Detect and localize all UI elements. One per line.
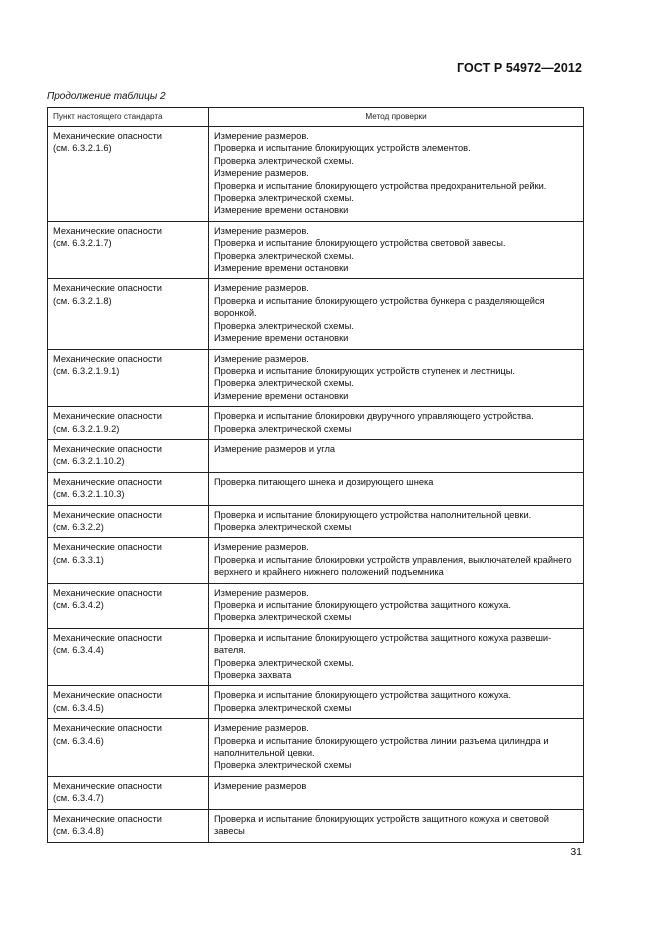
table-row <box>48 628 584 686</box>
item-text: (см. 6.3.2.1.10.2) <box>53 456 125 467</box>
method-cell <box>209 407 584 440</box>
item-text: Механические опасности <box>53 131 162 141</box>
table-row <box>48 583 584 628</box>
method-text: Проверка электрической схемы <box>214 521 352 532</box>
document-standard-number: ГОСТ Р 54972—2012 <box>456 61 582 75</box>
item-text: (см. 6.3.2.2) <box>53 521 104 532</box>
item-text: Механические опасности <box>53 509 162 520</box>
method-text: Проверка и испытание блокирующего устройства предохранительной рейки. <box>214 180 547 191</box>
method-cell <box>209 776 584 809</box>
method-text: Проверка и испытание блокирующего устройства наполнительной цевки. <box>214 509 532 520</box>
method-text: Проверка электрической схемы <box>214 702 352 713</box>
method-text: Проверка питающего шнека и дозирующего шнека <box>214 476 434 487</box>
method-cell <box>209 221 584 279</box>
method-text: Измерение времени остановки <box>214 205 349 216</box>
item-cell <box>48 127 209 222</box>
method-text: Измерение размеров. <box>214 283 309 294</box>
page-number: 31 <box>570 846 582 858</box>
column-header-method: Метод проверки <box>209 108 584 127</box>
table-caption: Продолжение таблицы 2 <box>47 91 166 102</box>
method-text: Проверка электрической схемы. <box>214 250 354 261</box>
method-text: Проверка электрической схемы. <box>214 657 354 668</box>
method-text: Проверка электрической схемы. <box>214 193 354 204</box>
method-cell <box>209 505 584 538</box>
method-text: Измерение размеров <box>214 780 307 791</box>
method-cell <box>209 279 584 349</box>
method-cell <box>209 127 584 222</box>
method-text: Проверка и испытание блокирующего устройства бункера с разделяющейся воронкой. <box>214 295 545 319</box>
item-text: (см. 6.3.3.1) <box>53 554 104 565</box>
item-cell <box>48 279 209 349</box>
item-text: Механические опасности <box>53 443 162 454</box>
table-row <box>48 719 584 777</box>
table-row <box>48 776 584 809</box>
item-text: (см. 6.3.2.1.10.3) <box>53 489 125 500</box>
table-row <box>48 809 584 842</box>
method-text: Проверка и испытание блокирующих устройств защитного кожуха и световой завесы <box>214 813 549 837</box>
method-cell <box>209 686 584 719</box>
item-text: Механические опасности <box>53 411 162 422</box>
method-text: Измерение времени остановки <box>214 263 349 274</box>
method-text: Проверка и испытание блокирующего устройства защитного кожуха. <box>214 690 511 701</box>
item-text: (см. 6.3.2.1.6) <box>53 143 112 154</box>
method-text: Проверка электрической схемы. <box>214 155 354 166</box>
table-row <box>48 439 584 472</box>
item-text: Механические опасности <box>53 225 162 236</box>
item-cell <box>48 349 209 407</box>
method-text: Проверка электрической схемы <box>214 612 352 623</box>
table-row <box>48 349 584 407</box>
method-text: Измерение времени остановки <box>214 333 349 344</box>
method-text: Проверка и испытание блокирующих устройств ступенек и лестницы. <box>214 365 516 376</box>
method-text: Проверка захвата <box>214 670 292 681</box>
item-cell <box>48 628 209 686</box>
item-cell <box>48 809 209 842</box>
method-text: Измерение размеров. <box>214 587 309 598</box>
method-cell <box>209 349 584 407</box>
item-text: (см. 6.3.4.5) <box>53 702 104 713</box>
item-text: (см. 6.3.4.2) <box>53 600 104 610</box>
item-cell <box>48 538 209 583</box>
item-text: Механические опасности <box>53 813 162 824</box>
table-row <box>48 538 584 583</box>
table-row <box>48 686 584 719</box>
method-text: Измерение размеров. <box>214 542 309 553</box>
item-cell <box>48 505 209 538</box>
method-cell <box>209 538 584 583</box>
item-cell <box>48 583 209 628</box>
method-text: Проверка и испытание блокирующего устройства защитного кожуха развеши-вателя. <box>214 632 552 656</box>
method-text: Проверка электрической схемы. <box>214 320 354 331</box>
table-row <box>48 127 584 222</box>
item-text: Механические опасности <box>53 283 162 294</box>
table-header-row <box>48 108 584 127</box>
item-text: Механические опасности <box>53 723 162 734</box>
item-text: (см. 6.3.4.7) <box>53 793 104 804</box>
method-text: Проверка и испытание блокирующих устройств элементов. <box>214 143 471 154</box>
item-text: (см. 6.3.4.4) <box>53 645 104 656</box>
method-text: Измерение размеров и угла <box>214 443 336 454</box>
method-cell <box>209 472 584 505</box>
item-text: (см. 6.3.2.1.9.2) <box>53 423 120 434</box>
method-text: Проверка и испытание блокировки устройств управления, выключателей крайнего верхнего и крайнего нижнего положений подъемника <box>214 554 572 578</box>
method-text: Проверка и испытание блокировки двуручного управляющего устройства. <box>214 411 534 422</box>
item-cell <box>48 719 209 777</box>
method-text: Проверка и испытание блокирующего устройства световой завесы. <box>214 238 506 249</box>
item-text: (см. 6.3.2.1.7) <box>53 238 112 249</box>
method-cell <box>209 628 584 686</box>
column-header-item: Пункт настоящего стандарта <box>48 108 209 127</box>
item-text: (см. 6.3.2.1.9.1) <box>53 365 120 376</box>
method-cell <box>209 809 584 842</box>
method-text: Измерение размеров. <box>214 131 309 141</box>
table-row <box>48 472 584 505</box>
method-text: Проверка и испытание блокирующего устройства линии разъема цилиндра и наполнительной цевки. <box>214 735 549 759</box>
item-cell <box>48 776 209 809</box>
method-text: Измерение размеров. <box>214 225 309 236</box>
table-row <box>48 505 584 538</box>
item-cell <box>48 407 209 440</box>
item-text: (см. 6.3.2.1.8) <box>53 295 112 306</box>
table-row <box>48 407 584 440</box>
item-cell <box>48 221 209 279</box>
method-text: Проверка электрической схемы <box>214 423 352 434</box>
item-text: Механические опасности <box>53 690 162 701</box>
method-text: Измерение времени остановки <box>214 390 349 401</box>
table-row <box>48 221 584 279</box>
method-text: Проверка электрической схемы. <box>214 378 354 389</box>
method-cell <box>209 719 584 777</box>
verification-methods-table <box>47 107 584 843</box>
item-cell <box>48 472 209 505</box>
item-text: (см. 6.3.4.6) <box>53 735 104 746</box>
item-text: Механические опасности <box>53 476 162 487</box>
item-text: Механические опасности <box>53 353 162 364</box>
item-cell <box>48 686 209 719</box>
method-text: Измерение размеров. <box>214 353 309 364</box>
item-text: Механические опасности <box>53 587 162 598</box>
method-cell <box>209 439 584 472</box>
item-text: Механические опасности <box>53 542 162 553</box>
method-text: Проверка и испытание блокирующего устройства защитного кожуха. <box>214 600 511 610</box>
item-text: (см. 6.3.4.8) <box>53 826 104 837</box>
method-cell <box>209 583 584 628</box>
method-text: Измерение размеров. <box>214 168 309 179</box>
item-text: Механические опасности <box>53 780 162 791</box>
item-cell <box>48 439 209 472</box>
table-row <box>48 279 584 349</box>
item-text: Механические опасности <box>53 632 162 643</box>
method-text: Проверка электрической схемы <box>214 760 352 771</box>
method-text: Измерение размеров. <box>214 723 309 734</box>
